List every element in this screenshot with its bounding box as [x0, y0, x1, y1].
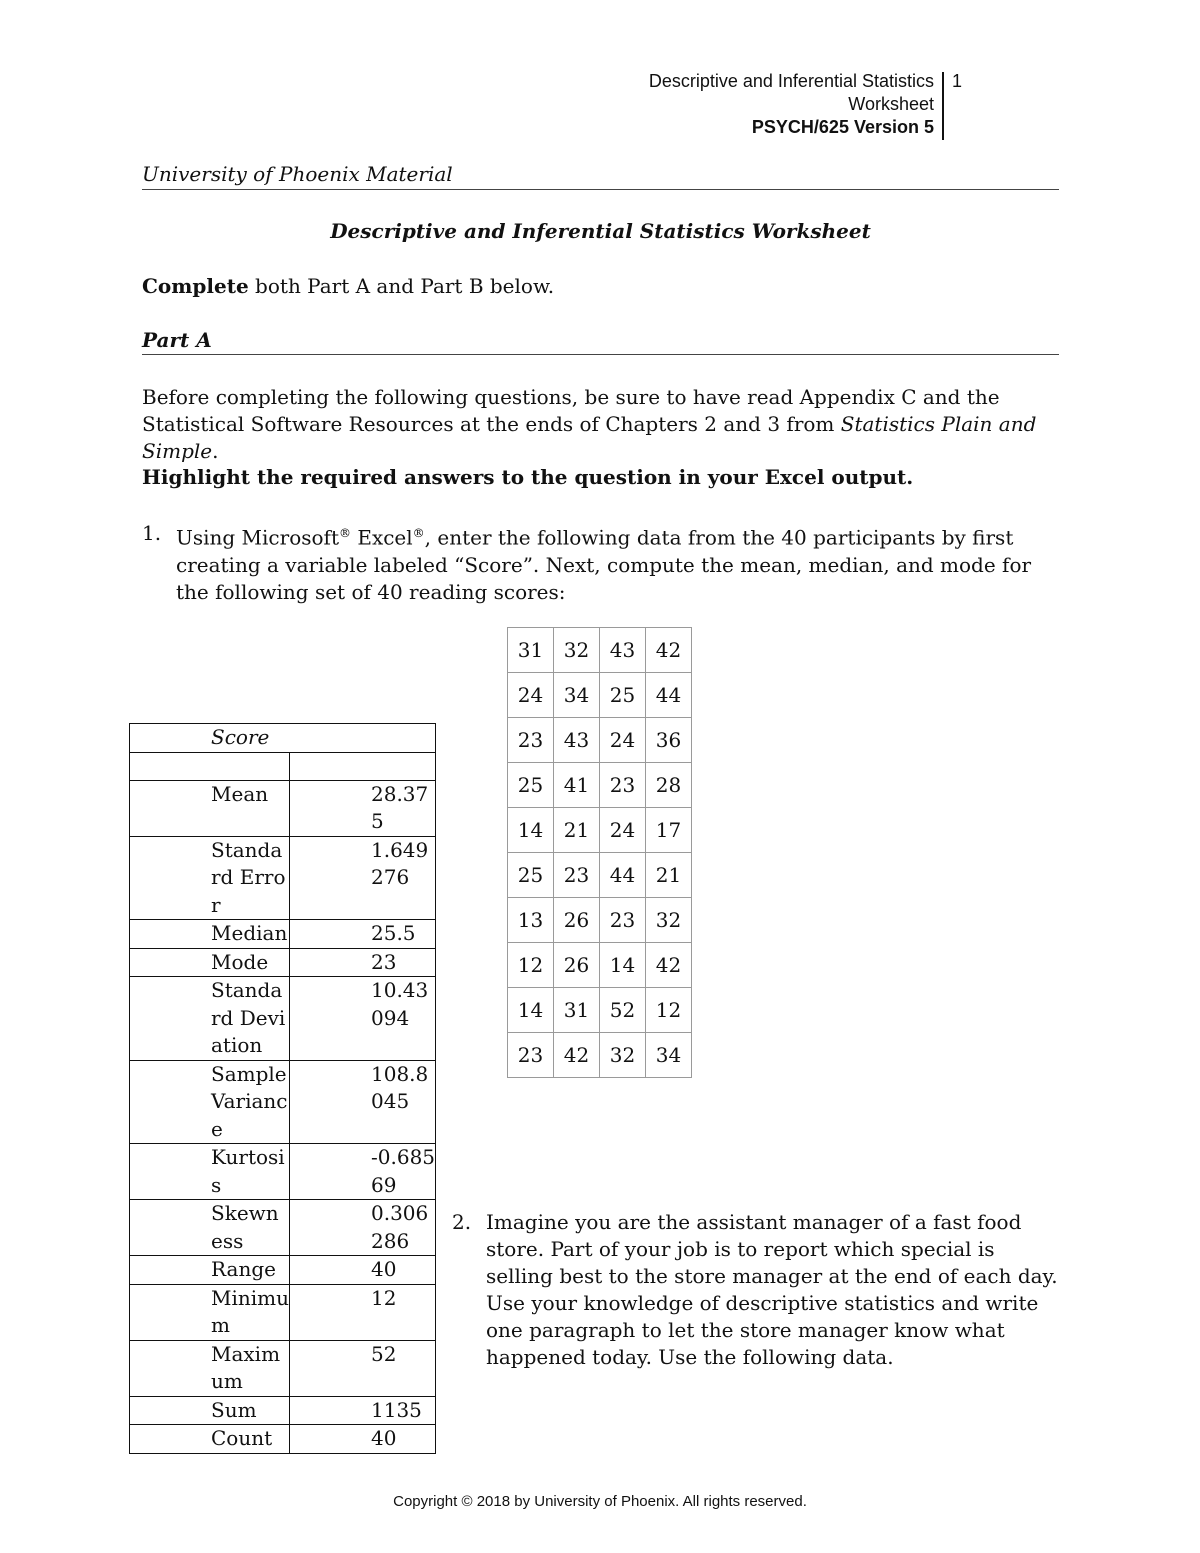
- score-cell: 43: [600, 628, 646, 673]
- score-cell: 32: [554, 628, 600, 673]
- stat-value: 1135: [290, 1396, 436, 1425]
- stat-label: Range: [130, 1256, 290, 1285]
- score-row: [508, 988, 692, 1033]
- score-cell: 26: [554, 943, 600, 988]
- stat-value: 52: [290, 1340, 436, 1396]
- score-cell: 42: [554, 1033, 600, 1078]
- score-cell: 42: [646, 628, 692, 673]
- stat-row: [130, 948, 436, 977]
- stat-label: Minimum: [130, 1284, 290, 1340]
- score-row: [508, 853, 692, 898]
- score-cell: 17: [646, 808, 692, 853]
- score-cell: 32: [646, 898, 692, 943]
- score-cell: 43: [554, 718, 600, 763]
- score-cell: 13: [508, 898, 554, 943]
- stat-label: Median: [130, 920, 290, 949]
- score-cell: 42: [646, 943, 692, 988]
- stat-row: [130, 1256, 436, 1285]
- stat-row: [130, 1060, 436, 1144]
- registered-mark: ®: [338, 526, 351, 540]
- stat-value: 10.43094: [290, 977, 436, 1061]
- intro-book-title: Statistics Plain and Simple: [142, 412, 1037, 463]
- score-cell: 12: [646, 988, 692, 1033]
- intro-text: Before completing the following questions, be sure to have read Appendix C and the Statistical Software Resources at the ends of Chapters 2 and 3 from: [142, 385, 1000, 436]
- stat-value: 40: [290, 1256, 436, 1285]
- stat-value: 108.8045: [290, 1060, 436, 1144]
- document-title: Descriptive and Inferential Statistics Worksheet: [330, 219, 871, 243]
- stats-header: Score: [130, 724, 436, 753]
- score-row: [508, 763, 692, 808]
- score-cell: 14: [508, 988, 554, 1033]
- score-cell: 24: [508, 673, 554, 718]
- score-cell: 25: [508, 763, 554, 808]
- stats-blank-row: [130, 752, 436, 780]
- part-a-rule: [142, 354, 1059, 355]
- score-cell: 28: [646, 763, 692, 808]
- instructions: [142, 274, 554, 298]
- stat-label: Sample Variance: [130, 1060, 290, 1144]
- score-row: [508, 1033, 692, 1078]
- score-cell: 14: [600, 943, 646, 988]
- stat-row: [130, 977, 436, 1061]
- q1-text-b: Excel: [350, 525, 413, 550]
- score-cell: 52: [600, 988, 646, 1033]
- stats-blank-cell: [290, 752, 436, 780]
- intro-period: .: [212, 439, 219, 463]
- question-1-number: 1.: [142, 521, 162, 545]
- instructions-bold: Complete: [142, 274, 249, 298]
- header-title-line2: Worksheet: [848, 94, 934, 114]
- registered-mark: ®: [412, 526, 425, 540]
- score-cell: 34: [646, 1033, 692, 1078]
- header-title-line1: Descriptive and Inferential Statistics: [648, 71, 934, 91]
- q1-text-a: Using Microsoft: [176, 525, 339, 550]
- stat-label: Sum: [130, 1396, 290, 1425]
- page-number: 1: [951, 71, 962, 91]
- stat-row: [130, 1144, 436, 1200]
- header-course: PSYCH/625 Version 5: [751, 117, 934, 137]
- part-a-heading: Part A: [142, 328, 212, 352]
- stat-value: -0.68569: [290, 1144, 436, 1200]
- score-row: [508, 808, 692, 853]
- score-cell: 24: [600, 718, 646, 763]
- stat-label: Skewness: [130, 1200, 290, 1256]
- score-row: [508, 943, 692, 988]
- stat-label: Mode: [130, 948, 290, 977]
- header-divider: [942, 72, 944, 140]
- score-cell: 41: [554, 763, 600, 808]
- stat-value: 0.306286: [290, 1200, 436, 1256]
- score-cell: 23: [554, 853, 600, 898]
- score-cell: 23: [508, 718, 554, 763]
- stat-value: 23: [290, 948, 436, 977]
- stat-value: 40: [290, 1425, 436, 1454]
- copyright-footer: Copyright © 2018 by University of Phoenix. All rights reserved.: [393, 1493, 807, 1510]
- score-cell: 36: [646, 718, 692, 763]
- stat-value: 25.5: [290, 920, 436, 949]
- stat-label: Kurtosis: [130, 1144, 290, 1200]
- score-cell: 25: [508, 853, 554, 898]
- score-cell: 25: [600, 673, 646, 718]
- part-a-intro: [142, 384, 1059, 465]
- stat-row: [130, 1340, 436, 1396]
- stat-row: [130, 920, 436, 949]
- descriptive-stats-table: [129, 723, 436, 1454]
- stat-row: [130, 1200, 436, 1256]
- material-label: University of Phoenix Material: [142, 162, 453, 186]
- instructions-rest: both Part A and Part B below.: [248, 274, 555, 298]
- stat-value: 28.375: [290, 780, 436, 836]
- score-cell: 44: [646, 673, 692, 718]
- score-row: [508, 628, 692, 673]
- stats-blank-cell: [130, 752, 290, 780]
- score-row: [508, 673, 692, 718]
- question-1-text: [176, 520, 1059, 606]
- stat-row: [130, 1396, 436, 1425]
- score-cell: 14: [508, 808, 554, 853]
- score-cell: 12: [508, 943, 554, 988]
- score-cell: 34: [554, 673, 600, 718]
- score-cell: 31: [508, 628, 554, 673]
- score-cell: 23: [508, 1033, 554, 1078]
- score-cell: 21: [646, 853, 692, 898]
- highlight-instruction: Highlight the required answers to the question in your Excel output.: [142, 465, 914, 489]
- stat-label: Count: [130, 1425, 290, 1454]
- score-cell: 44: [600, 853, 646, 898]
- material-rule: [142, 189, 1059, 190]
- stat-row: [130, 836, 436, 920]
- stats-header-row: [130, 724, 436, 753]
- stat-label: Standard Deviation: [130, 977, 290, 1061]
- stat-value: 12: [290, 1284, 436, 1340]
- stat-row: [130, 1284, 436, 1340]
- score-row: [508, 718, 692, 763]
- stat-row: [130, 780, 436, 836]
- score-cell: 23: [600, 898, 646, 943]
- question-2-text: Imagine you are the assistant manager of a fast food store. Part of your job is to report which special is selling best to the store manager at the end of each day. Use your knowledge of descriptive statistics and write one paragraph to let the store manager know what happened today. Use the following data.: [486, 1210, 1058, 1369]
- stat-label: Maximum: [130, 1340, 290, 1396]
- score-cell: 24: [600, 808, 646, 853]
- score-cell: 26: [554, 898, 600, 943]
- question-2-number: 2.: [452, 1210, 472, 1234]
- score-row: [508, 898, 692, 943]
- score-cell: 23: [600, 763, 646, 808]
- reading-scores-table: [507, 627, 692, 1078]
- stat-label: Mean: [130, 780, 290, 836]
- score-cell: 31: [554, 988, 600, 1033]
- stat-row: [130, 1425, 436, 1454]
- score-cell: 32: [600, 1033, 646, 1078]
- q1-text-c: , enter the following data from the 40 participants by first creating a variable labeled “Score”. Next, compute the mean, median, and mode for the following set of 40 reading scores:: [176, 525, 1032, 604]
- score-cell: 21: [554, 808, 600, 853]
- stat-label: Standard Error: [130, 836, 290, 920]
- stat-value: 1.649276: [290, 836, 436, 920]
